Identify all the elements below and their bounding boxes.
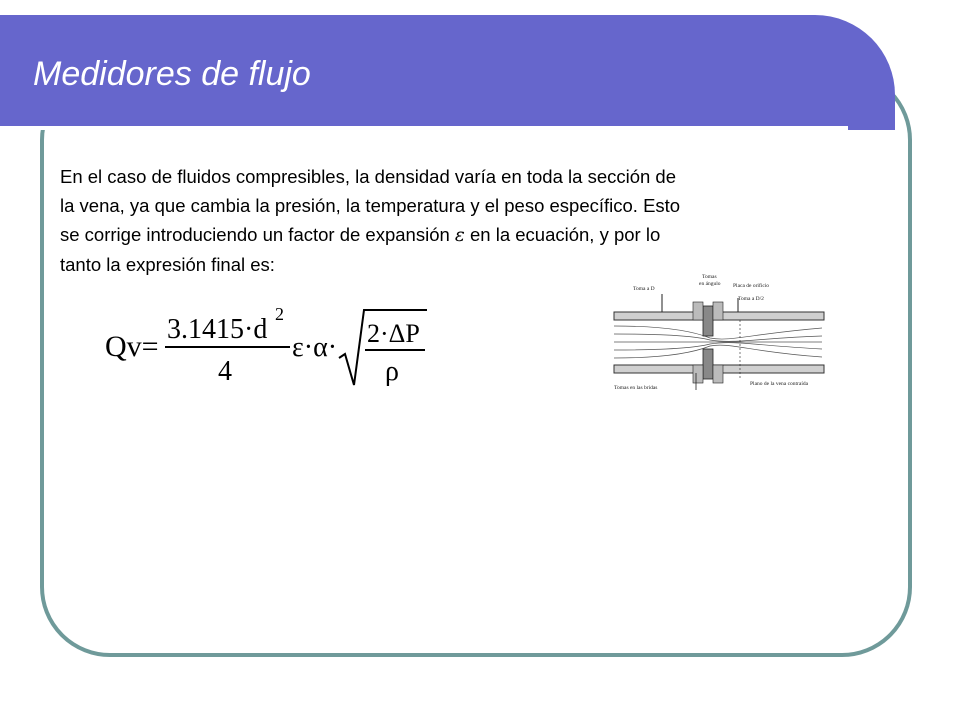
label-tomas-angulo-1: Tomas bbox=[702, 274, 717, 280]
flow-formula bbox=[105, 300, 435, 395]
flange-upper-left bbox=[693, 302, 703, 320]
label-plano-vena: Plano de la vena contraída bbox=[750, 381, 809, 387]
body-line-4: tanto la expresión final es: bbox=[60, 254, 275, 275]
flange-lower-right bbox=[713, 365, 723, 383]
label-toma-d: Toma a D bbox=[633, 286, 655, 292]
radicand-denominator: ρ bbox=[385, 356, 399, 387]
label-toma-d2: Toma a D/2 bbox=[738, 296, 764, 302]
slide-title: Medidores de flujo bbox=[33, 55, 311, 93]
formula-exponent: 2 bbox=[275, 304, 284, 324]
banner-underline bbox=[0, 126, 848, 130]
epsilon-symbol: ε bbox=[454, 225, 465, 246]
label-tomas-angulo-2: en ángulo bbox=[699, 281, 721, 287]
formula-numerator: 3.1415·d bbox=[167, 314, 268, 345]
body-line-1: En el caso de fluidos compresibles, la densidad varía en toda la sección de bbox=[60, 166, 677, 187]
formula-factors: ε·α· bbox=[292, 332, 338, 363]
formula-lhs: Qv= bbox=[105, 330, 159, 363]
orifice-plate-diagram bbox=[600, 272, 840, 397]
flow-lines bbox=[614, 326, 822, 358]
orifice-plate-lower bbox=[703, 349, 713, 379]
formula-denominator: 4 bbox=[218, 356, 232, 387]
body-line-3a: se corrige introduciendo un factor de expansión bbox=[60, 224, 455, 245]
orifice-plate-upper bbox=[703, 306, 713, 336]
flange-lower-left bbox=[693, 365, 703, 383]
flange-upper-right bbox=[713, 302, 723, 320]
body-line-3b: en la ecuación, y por lo bbox=[464, 224, 661, 245]
body-line-3 bbox=[60, 220, 860, 250]
label-tomas-bridas: Tomas en las bridas bbox=[614, 385, 658, 391]
body-paragraph bbox=[60, 162, 860, 279]
label-placa: Placa de orificio bbox=[733, 283, 770, 289]
body-line-2: la vena, ya que cambia la presión, la temperatura y el peso específico. Esto bbox=[60, 195, 681, 216]
radicand-numerator: 2·ΔP bbox=[367, 319, 420, 348]
